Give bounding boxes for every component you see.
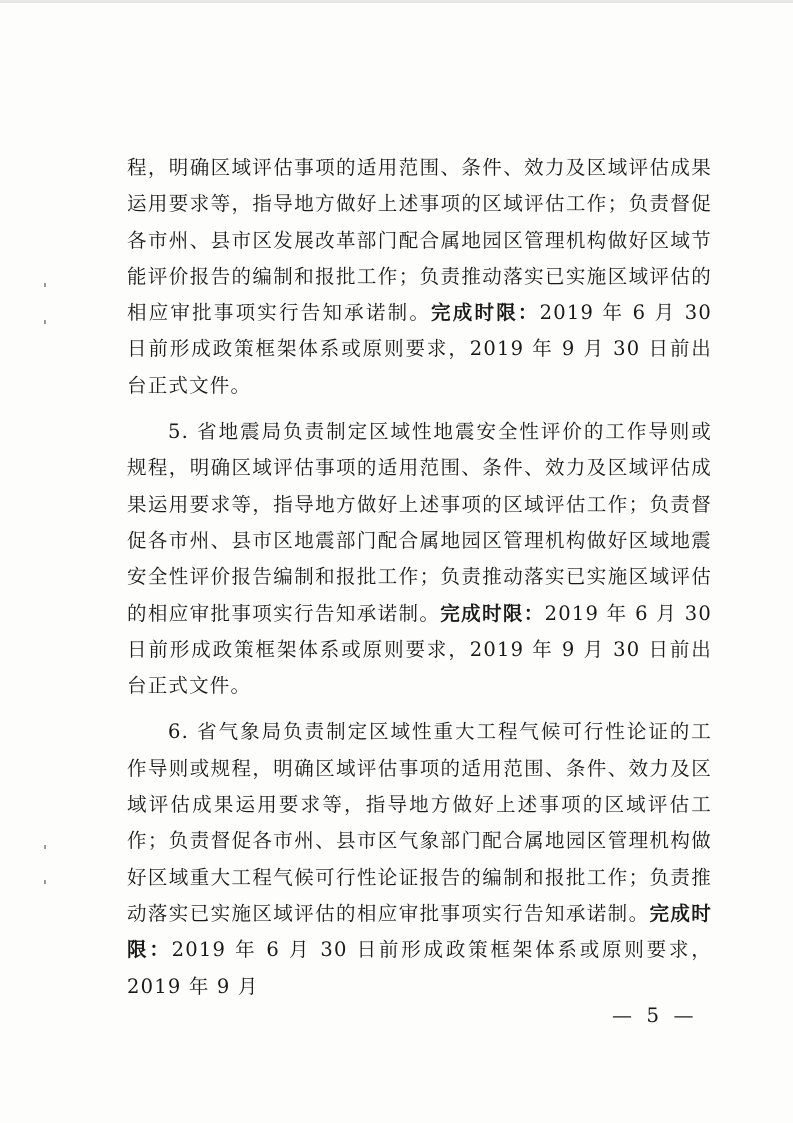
body-text bbox=[127, 150, 712, 1015]
paragraph-text: 6. 省气象局负责制定区域性重大工程气候可行性论证的工作导则或规程，明确区域评估事项的适用范围、条件、效力及区域评估成果运用要求等，指导地方做好上述事项的区域评估工作；负责督促各市州、县市区气象部门配合属地园区管理机构做好区域重大工程气候可行性论证报告的编制和报批工作；负责推动落实已实施区域评估的相应审批事项实行告知承诺制。 bbox=[127, 720, 712, 925]
page-number: — 5 — bbox=[612, 1003, 698, 1027]
paragraph-5 bbox=[127, 414, 712, 704]
paragraph-text: 5. 省地震局负责制定区域性地震安全性评价的工作导则或规程，明确区域评估事项的适用范围、条件、效力及区域评估成果运用要求等，指导地方做好上述事项的区域评估工作；负责督促各市州、县市区地震部门配合属地园区管理机构做好区域地震安全性评价报告编制和报批工作；负责推动落实已实施区域评估的相应审批事项实行告知承诺制。 bbox=[127, 420, 712, 625]
deadline-text: 2019 年 6 月 30 日前形成政策框架体系或原则要求，2019 年 9 月 bbox=[127, 938, 712, 998]
deadline-text: 2019 年 6 月 30 日前形成政策框架体系或原则要求，2019 年 9 月 30 日前出台正式文件。 bbox=[127, 301, 712, 397]
margin-mark bbox=[44, 283, 46, 287]
deadline-text: 2019 年 6 月 30 日前形成政策框架体系或原则要求，2019 年 9 月 30 日前出台正式文件。 bbox=[127, 601, 712, 698]
paragraph-text: 程，明确区域评估事项的适用范围、条件、效力及区域评估成果运用要求等，指导地方做好上述事项的区域评估工作；负责督促各市州、县市区发展改革部门配合属地园区管理机构做好区域节能评价报告的编制和报批工作；负责推动落实已实施区域评估的相应审批事项实行告知承诺制。 bbox=[127, 156, 712, 325]
margin-mark bbox=[44, 845, 46, 849]
margin-mark bbox=[44, 880, 46, 884]
deadline-label: 完成时限： bbox=[431, 301, 540, 325]
paragraph-4-continued bbox=[127, 150, 712, 404]
deadline-label: 完成时限： bbox=[440, 601, 545, 625]
margin-mark bbox=[44, 320, 46, 324]
page-top-edge bbox=[0, 0, 793, 3]
paragraph-6 bbox=[127, 714, 712, 1004]
deadline-label: 完成时限： bbox=[127, 901, 712, 962]
